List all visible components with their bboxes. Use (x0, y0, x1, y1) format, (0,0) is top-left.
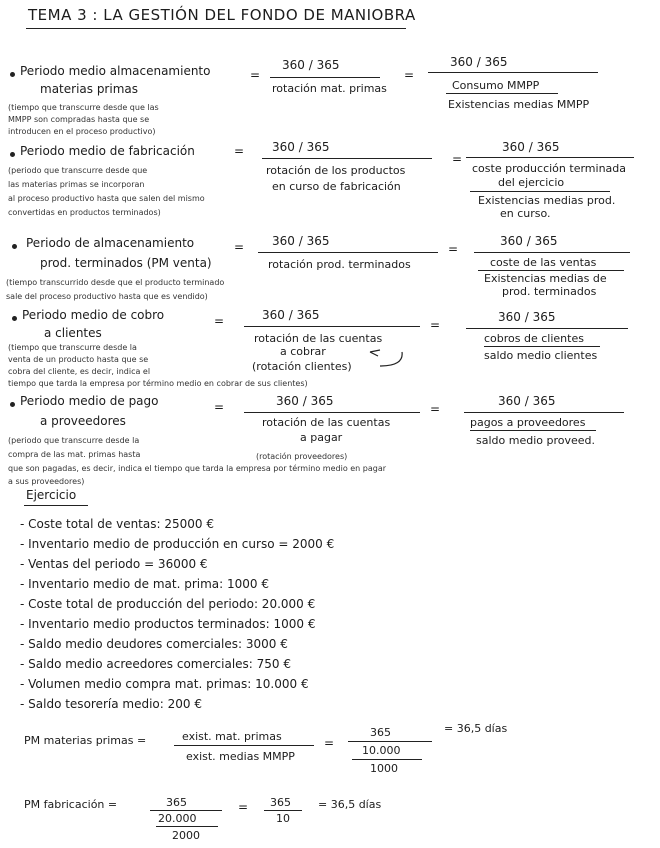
pmv-den2c: prod. terminados (502, 285, 597, 298)
bullet (10, 152, 15, 157)
pmv-equals: = (234, 240, 245, 254)
calc1-num: exist. mat. primas (182, 730, 282, 743)
pmf-den2b: del ejercicio (498, 176, 565, 189)
calc1-fraction-line (174, 745, 314, 746)
calc1-f-line1 (348, 741, 432, 742)
calc1-result: = 36,5 días (444, 722, 508, 735)
pmp-note-3: que son pagadas, es decir, indica el tiempo que tarda la empresa por término medio en pagar (8, 464, 387, 473)
pmp-fraction-line1 (244, 412, 420, 413)
exercise-item: - Coste total de ventas: 25000 € (20, 517, 214, 531)
calc1-den: exist. medias MMPP (186, 750, 295, 763)
pmc-den1a: rotación de las cuentas (254, 332, 383, 345)
pmf-den2a: coste producción terminada (472, 162, 626, 175)
calc1-f-den: 1000 (370, 762, 398, 775)
pmp-den2b: saldo medio proveed. (476, 434, 596, 447)
pmf-fraction-line1 (262, 158, 432, 159)
exercise-heading-underline (24, 505, 88, 506)
pmc-note-4: tiempo que tarda la empresa por término medio en cobrar de sus clientes) (8, 379, 308, 388)
calc2-s-den: 10 (276, 812, 290, 825)
pmv-fraction-line2 (474, 252, 630, 253)
pma-fraction-line3 (446, 93, 558, 94)
pmv-num2: 360 / 365 (500, 234, 558, 248)
bullet (12, 316, 17, 321)
pmc-label-2: a clientes (44, 326, 102, 340)
bullet (12, 244, 17, 249)
pma-fraction-line1 (270, 77, 380, 78)
pmc-label-1: Periodo medio de cobro (22, 308, 165, 322)
pmf-note-3: al proceso productivo hasta que salen del mismo (8, 194, 205, 203)
pmp-den1b: a pagar (300, 431, 343, 444)
pmv-den2a: coste de las ventas (490, 256, 597, 269)
exercise-item: - Inventario medio productos terminados: 1000 € (20, 617, 316, 631)
calc1-f-mid: 10.000 (362, 744, 401, 757)
pmc-equals: = (214, 314, 225, 328)
calc2-f-mid: 20.000 (158, 812, 197, 825)
pmv-den1: rotación prod. terminados (268, 258, 411, 271)
pmp-fraction-line2 (464, 412, 624, 413)
pmp-den1a: rotación de las cuentas (262, 416, 391, 429)
pmc-note-1: (tiempo que transcurre desde la (8, 343, 137, 352)
pmf-equals-2: = (452, 152, 463, 166)
pmc-equals-2: = (430, 318, 441, 332)
pmv-fraction-line1 (258, 252, 438, 253)
pmp-den2a: pagos a proveedores (470, 416, 586, 429)
pma-label-1: Periodo medio almacenamiento (20, 64, 211, 78)
pmf-equals: = (234, 144, 245, 158)
exercise-item: - Inventario medio de producción en curso = 2000 € (20, 537, 335, 551)
pma-den2a: Consumo MMPP (452, 79, 540, 92)
calc2-s-line (264, 810, 302, 811)
pmf-den1b: en curso de fabricación (272, 180, 401, 193)
exercise-item: - Saldo medio deudores comerciales: 3000 € (20, 637, 288, 651)
pmc-note-2: venta de un producto hasta que se (8, 355, 149, 364)
pmc-fraction-line3 (484, 346, 600, 347)
pma-equals-2: = (404, 68, 415, 82)
pmc-den1c: (rotación clientes) (252, 360, 352, 373)
calc2-f-line2 (156, 826, 218, 827)
pmf-note-4: convertidas en productos terminados) (8, 208, 161, 217)
exercise-heading: Ejercicio (26, 488, 77, 502)
pmv-label-2: prod. terminados (PM venta) (40, 256, 212, 270)
pmp-label-2: a proveedores (40, 414, 126, 428)
exercise-item: - Saldo medio acreedores comerciales: 750 € (20, 657, 292, 671)
pmf-fraction-line2 (466, 157, 634, 158)
pmc-den2a: cobros de clientes (484, 332, 584, 345)
pmf-den2c: Existencias medias prod. (478, 194, 616, 207)
calc2-result: = 36,5 días (318, 798, 382, 811)
pmf-num2: 360 / 365 (502, 140, 560, 154)
calc1-f-line2 (352, 759, 422, 760)
calc2-s-num: 365 (270, 796, 291, 809)
pmv-label-1: Periodo de almacenamiento (26, 236, 195, 250)
exercise-item: - Volumen medio compra mat. primas: 10.000 € (20, 677, 309, 691)
calc1-label: PM materias primas = (24, 734, 147, 747)
pmp-num2: 360 / 365 (498, 394, 556, 408)
pmc-num2: 360 / 365 (498, 310, 556, 324)
calc2-f-line1 (150, 810, 222, 811)
pmf-label-1: Periodo medio de fabricación (20, 144, 195, 158)
pma-den2b: Existencias medias MMPP (448, 98, 590, 111)
pmc-den1b: a cobrar (280, 345, 326, 358)
pmp-note-1: (periodo que transcurre desde la (8, 436, 140, 445)
pmp-equals: = (214, 400, 225, 414)
pma-equals: = (250, 68, 261, 82)
pmv-fraction-line3 (478, 270, 624, 271)
calc1-equals: = (324, 736, 335, 750)
curved-arrow-icon (352, 346, 412, 370)
pmp-num1: 360 / 365 (276, 394, 334, 408)
pmp-den1c: (rotación proveedores) (256, 452, 348, 461)
pmf-note-1: (periodo que transcurre desde que (8, 166, 148, 175)
calc2-f-num: 365 (166, 796, 187, 809)
pma-num1: 360 / 365 (282, 58, 340, 72)
pmp-note-4: a sus proveedores) (8, 477, 85, 486)
pmf-num1: 360 / 365 (272, 140, 330, 154)
page-title: TEMA 3 : LA GESTIÓN DEL FONDO DE MANIOBRA (28, 6, 416, 24)
exercise-item: - Ventas del periodo = 36000 € (20, 557, 208, 571)
calc2-equals: = (238, 800, 249, 814)
pmv-note-2: sale del proceso productivo hasta que es vendido) (6, 292, 208, 301)
pma-note-2: MMPP son compradas hasta que se (8, 115, 150, 124)
pmc-note-3: cobra del cliente, es decir, indica el (8, 367, 151, 376)
pma-num2: 360 / 365 (450, 55, 508, 69)
pma-fraction-line2 (428, 72, 598, 73)
exercise-item: - Coste total de producción del periodo: 20.000 € (20, 597, 316, 611)
calc1-f-num: 365 (370, 726, 391, 739)
pma-note-3: introducen en el proceso productivo) (8, 127, 156, 136)
pmv-den2b: Existencias medias de (484, 272, 607, 285)
calc2-f-den: 2000 (172, 829, 200, 842)
pmc-num1: 360 / 365 (262, 308, 320, 322)
pmf-note-2: las materias primas se incorporan (8, 180, 145, 189)
pmf-fraction-line3 (470, 191, 610, 192)
bullet (10, 72, 15, 77)
exercise-item: - Saldo tesorería medio: 200 € (20, 697, 202, 711)
pmc-fraction-line1 (244, 326, 420, 327)
pmv-num1: 360 / 365 (272, 234, 330, 248)
exercise-item: - Inventario medio de mat. prima: 1000 € (20, 577, 270, 591)
pmp-fraction-line3 (470, 430, 596, 431)
pmf-den2d: en curso. (500, 207, 551, 220)
title-underline (26, 28, 406, 29)
pmp-note-2: compra de las mat. primas hasta (8, 450, 141, 459)
pma-note-1: (tiempo que transcurre desde que las (8, 103, 159, 112)
pmv-note-1: (tiempo transcurrido desde que el producto terminado (6, 278, 225, 287)
pma-label-2: materias primas (40, 82, 138, 96)
pmv-equals-2: = (448, 242, 459, 256)
pmf-den1a: rotación de los productos (266, 164, 406, 177)
pmp-equals-2: = (430, 402, 441, 416)
bullet (10, 402, 15, 407)
pmp-label-1: Periodo medio de pago (20, 394, 159, 408)
pmc-den2b: saldo medio clientes (484, 349, 598, 362)
pma-den1: rotación mat. primas (272, 82, 387, 95)
pmc-fraction-line2 (466, 328, 628, 329)
calc2-label: PM fabricación = (24, 798, 118, 811)
